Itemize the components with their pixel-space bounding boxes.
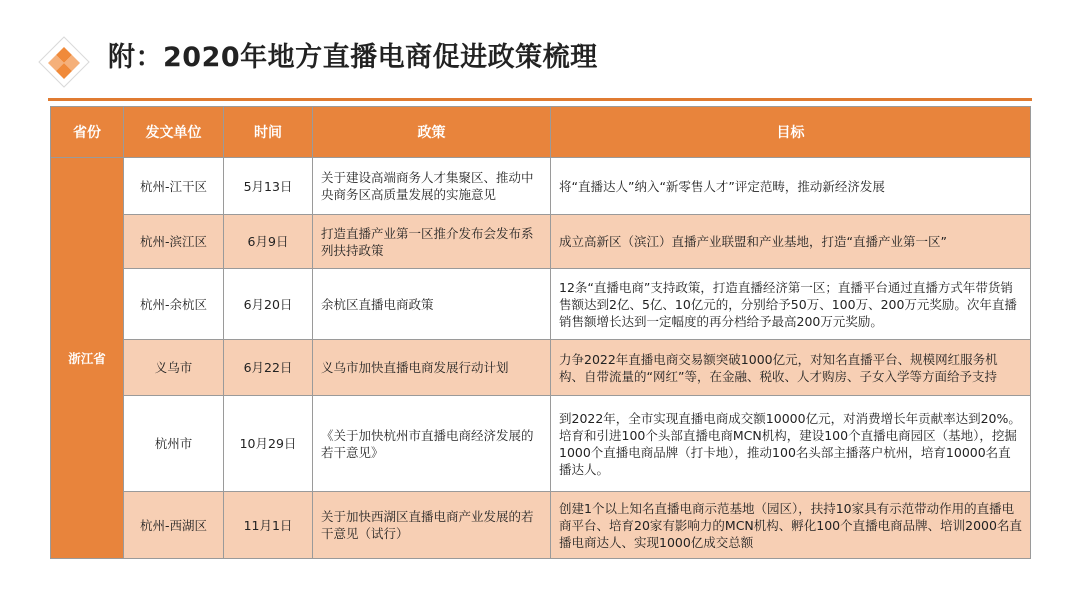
- policy-table: [50, 106, 1031, 559]
- time-cell: 6月20日: [224, 269, 313, 340]
- header-time: 时间: [224, 107, 313, 158]
- goal-cell: 成立高新区（滨江）直播产业联盟和产业基地，打造“直播产业第一区”: [551, 215, 1031, 269]
- header-policy: 政策: [313, 107, 551, 158]
- goal-cell: 12条“直播电商”支持政策，打造直播经济第一区；直播平台通过直播方式年带货销售额达到2亿、5亿、10亿元的，分别给予50万、100万、200万元奖励。次年直播销售额增长达到一定幅度的再分档给予最高200万元奖励。: [551, 269, 1031, 340]
- table-row: [51, 396, 1031, 492]
- header-province: 省份: [51, 107, 124, 158]
- time-cell: 10月29日: [224, 396, 313, 492]
- goal-cell: 将“直播达人”纳入“新零售人才”评定范畴，推动新经济发展: [551, 158, 1031, 215]
- table-row: [51, 492, 1031, 559]
- unit-cell: 杭州-余杭区: [124, 269, 224, 340]
- goal-cell: 到2022年，全市实现直播电商成交额10000亿元，对消费增长年贡献率达到20%。培育和引进100个头部直播电商MCN机构，建设100个直播电商园区（基地），挖掘1000个直播电商品牌（打卡地），推动100名头部主播落户杭州，培育10000名直播达人。: [551, 396, 1031, 492]
- header-goal: 目标: [551, 107, 1031, 158]
- policy-cell: 关于建设高端商务人才集聚区、推动中央商务区高质量发展的实施意见: [313, 158, 551, 215]
- unit-cell: 杭州-西湖区: [124, 492, 224, 559]
- policy-cell: 义乌市加快直播电商发展行动计划: [313, 340, 551, 396]
- goal-cell: 力争2022年直播电商交易额突破1000亿元，对知名直播平台、规模网红服务机构、自带流量的“网红”等，在金融、税收、人才购房、子女入学等方面给予支持: [551, 340, 1031, 396]
- policy-cell: 余杭区直播电商政策: [313, 269, 551, 340]
- unit-cell: 杭州-江干区: [124, 158, 224, 215]
- header-unit: 发文单位: [124, 107, 224, 158]
- table-row: [51, 269, 1031, 340]
- title-divider: [48, 98, 1032, 101]
- time-cell: 6月9日: [224, 215, 313, 269]
- unit-cell: 义乌市: [124, 340, 224, 396]
- page-title: 附：2020年地方直播电商促进政策梳理: [108, 42, 598, 73]
- time-cell: 6月22日: [224, 340, 313, 396]
- table-row: [51, 340, 1031, 396]
- goal-cell: 创建1个以上知名直播电商示范基地（园区），扶持10家具有示范带动作用的直播电商平台、培育20家有影响力的MCN机构、孵化100个直播电商品牌、培训2000名直播电商达人、实现1000亿成交总额: [551, 492, 1031, 559]
- table-row: [51, 215, 1031, 269]
- table-row: [51, 158, 1031, 215]
- unit-cell: 杭州-滨江区: [124, 215, 224, 269]
- province-cell: 浙江省: [51, 158, 124, 559]
- policy-cell: 关于加快西湖区直播电商产业发展的若干意见（试行）: [313, 492, 551, 559]
- policy-cell: 打造直播产业第一区推介发布会发布系列扶持政策: [313, 215, 551, 269]
- policy-cell: 《关于加快杭州市直播电商经济发展的若干意见》: [313, 396, 551, 492]
- time-cell: 5月13日: [224, 158, 313, 215]
- unit-cell: 杭州市: [124, 396, 224, 492]
- time-cell: 11月1日: [224, 492, 313, 559]
- table-header-row: [51, 107, 1031, 158]
- orange-diamond-grid-icon: [38, 36, 90, 88]
